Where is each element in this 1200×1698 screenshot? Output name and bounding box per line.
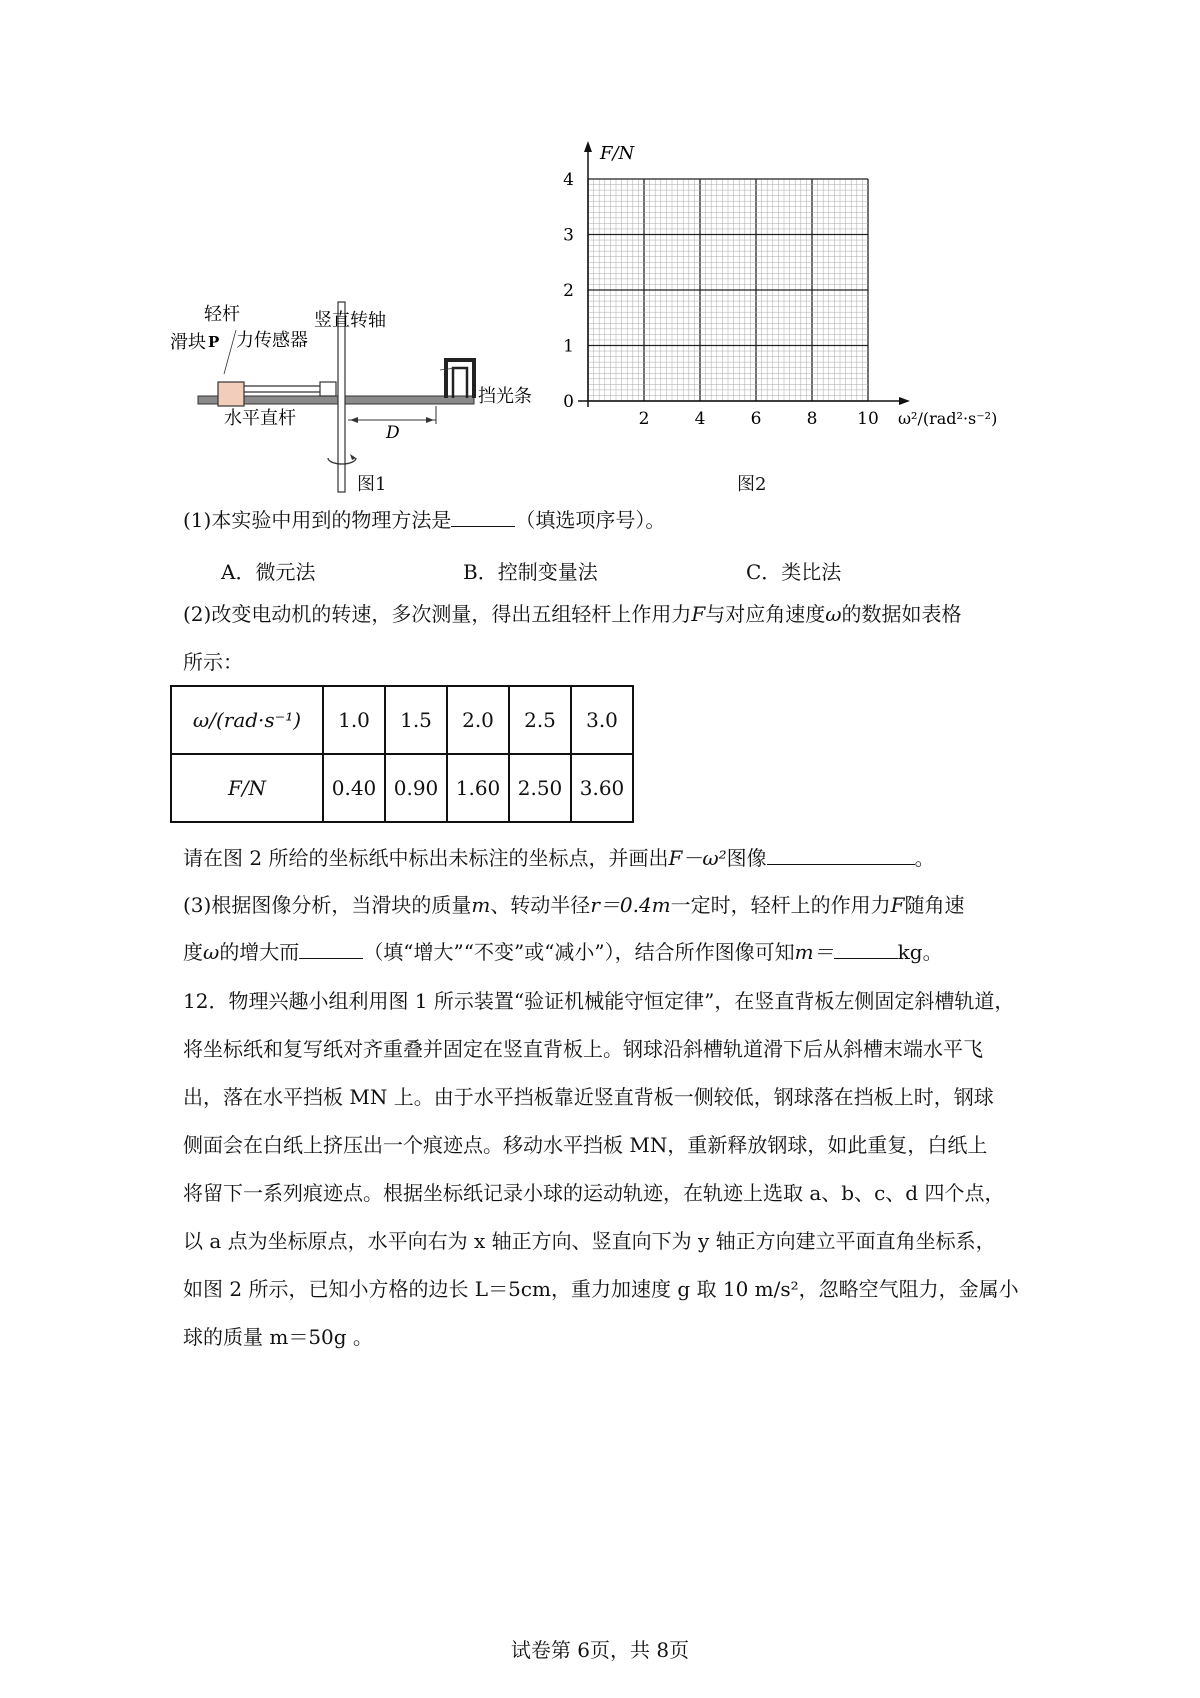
option-b: B．控制变量法: [463, 560, 598, 584]
table-cell: 3.0: [571, 686, 633, 754]
y-tick-label: 2: [563, 281, 574, 301]
label-light-bar: 挡光条: [478, 386, 532, 407]
question-3-line-2: 度ω的增大而 （填“增大”“不变”或“减小”），结合所作图像可知m＝ kg。: [183, 940, 943, 964]
question-2-line-1: (2)改变电动机的转速，多次测量，得出五组轻杆上作用力F与对应角速度ω的数据如表格: [183, 602, 962, 626]
x-axis-arrow-icon: [899, 397, 910, 405]
table-header-force: F/N: [171, 754, 323, 822]
page-footer: 试卷第 6页，共 8页: [510, 1638, 690, 1662]
label-horizontal-rod: 水平直杆: [224, 408, 296, 429]
table-cell: 3.60: [571, 754, 633, 822]
label-slider: 滑块: [170, 332, 206, 353]
y-axis-label: F/N: [600, 143, 635, 164]
table-cell: 2.0: [447, 686, 509, 754]
x-tick-label: 10: [857, 409, 879, 429]
question-1: (1)本实验中用到的物理方法是 （填选项序号）。: [183, 508, 666, 532]
question-12-line: 出，落在水平挡板 MN 上。由于水平挡板靠近竖直背板一侧较低，钢球落在挡板上时，钢球: [183, 1085, 994, 1109]
label-p: P: [208, 333, 220, 351]
table-cell: 2.5: [509, 686, 571, 754]
label-vertical-axis: 竖直转轴: [314, 310, 386, 331]
option-a: A．微元法: [221, 560, 316, 584]
table-header-omega: ω/(rad·s⁻¹): [171, 686, 323, 754]
x-tick-label: 2: [638, 409, 650, 429]
answer-blank-4[interactable]: [834, 940, 898, 959]
y-tick-label: 0: [563, 392, 574, 412]
x-tick-label: 8: [806, 409, 818, 429]
table-cell: 1.60: [447, 754, 509, 822]
y-tick-label: 3: [563, 225, 574, 246]
label-light-rod: 轻杆: [204, 304, 240, 325]
table-row: [171, 686, 633, 754]
question-12-line: 侧面会在白纸上挤压出一个痕迹点。移动水平挡板 MN，重新释放钢球，如此重复，白纸上: [183, 1133, 988, 1157]
figure-1-apparatus: [170, 304, 560, 490]
option-c: C．类比法: [746, 560, 842, 584]
question-12-line: 以 a 点为坐标原点，水平向右为 x 轴正方向、竖直向下为 y 轴正方向建立平面直角坐标系，: [183, 1229, 996, 1253]
figure-2-chart: [540, 140, 1040, 470]
question-12-line: 将坐标纸和复写纸对齐重叠并固定在竖直背板上。钢球沿斜槽轨道滑下后从斜槽末端水平飞: [183, 1037, 983, 1061]
question-12-line: 12．物理兴趣小组利用图 1 所示装置“验证机械能守恒定律”，在竖直背板左侧固定斜槽轨道，: [183, 989, 1015, 1013]
figure-2-caption: 图2: [737, 474, 767, 495]
question-12-line: 球的质量 m＝50g 。: [183, 1325, 373, 1349]
question-12-line: 如图 2 所示，已知小方格的边长 L＝5cm，重力加速度 g 取 10 m/s²，忽略空气阻力，金属小: [183, 1277, 1019, 1301]
label-force-sensor: 力传感器: [236, 330, 308, 351]
x-axis-label: ω²/(rad²·s⁻²): [898, 409, 998, 428]
data-table: [170, 685, 634, 823]
answer-blank-3[interactable]: [299, 940, 363, 959]
question-3-line-1: (3)根据图像分析，当滑块的质量m、转动半径r＝0.4m一定时，轻杆上的作用力F随角速: [183, 893, 965, 917]
light-bar: [446, 360, 474, 398]
question-2-line-2: 所示：: [183, 650, 243, 674]
label-d: D: [386, 423, 400, 443]
answer-blank-1[interactable]: [451, 508, 515, 527]
question-2-plot-instruction: 请在图 2 所给的坐标纸中标出未标注的坐标点，并画出F－ω²图像 。: [183, 846, 935, 870]
x-tick-label: 4: [694, 409, 706, 429]
y-axis-arrow-icon: [584, 141, 592, 152]
table-row: [171, 754, 633, 822]
table-cell: 1.5: [385, 686, 447, 754]
table-cell: 0.90: [385, 754, 447, 822]
table-cell: 0.40: [323, 754, 385, 822]
y-tick-label: 4: [563, 170, 574, 190]
question-12-line: 将留下一系列痕迹点。根据坐标纸记录小球的运动轨迹，在轨迹上选取 a、b、c、d 四个点，: [183, 1181, 1005, 1205]
y-tick-label: 1: [563, 336, 574, 357]
table-cell: 2.50: [509, 754, 571, 822]
force-sensor: [320, 382, 336, 396]
figure-1-caption: 图1: [357, 474, 387, 495]
table-cell: 1.0: [323, 686, 385, 754]
x-tick-label: 6: [750, 409, 762, 429]
answer-blank-2[interactable]: [767, 846, 915, 865]
slider-block: [218, 382, 244, 406]
